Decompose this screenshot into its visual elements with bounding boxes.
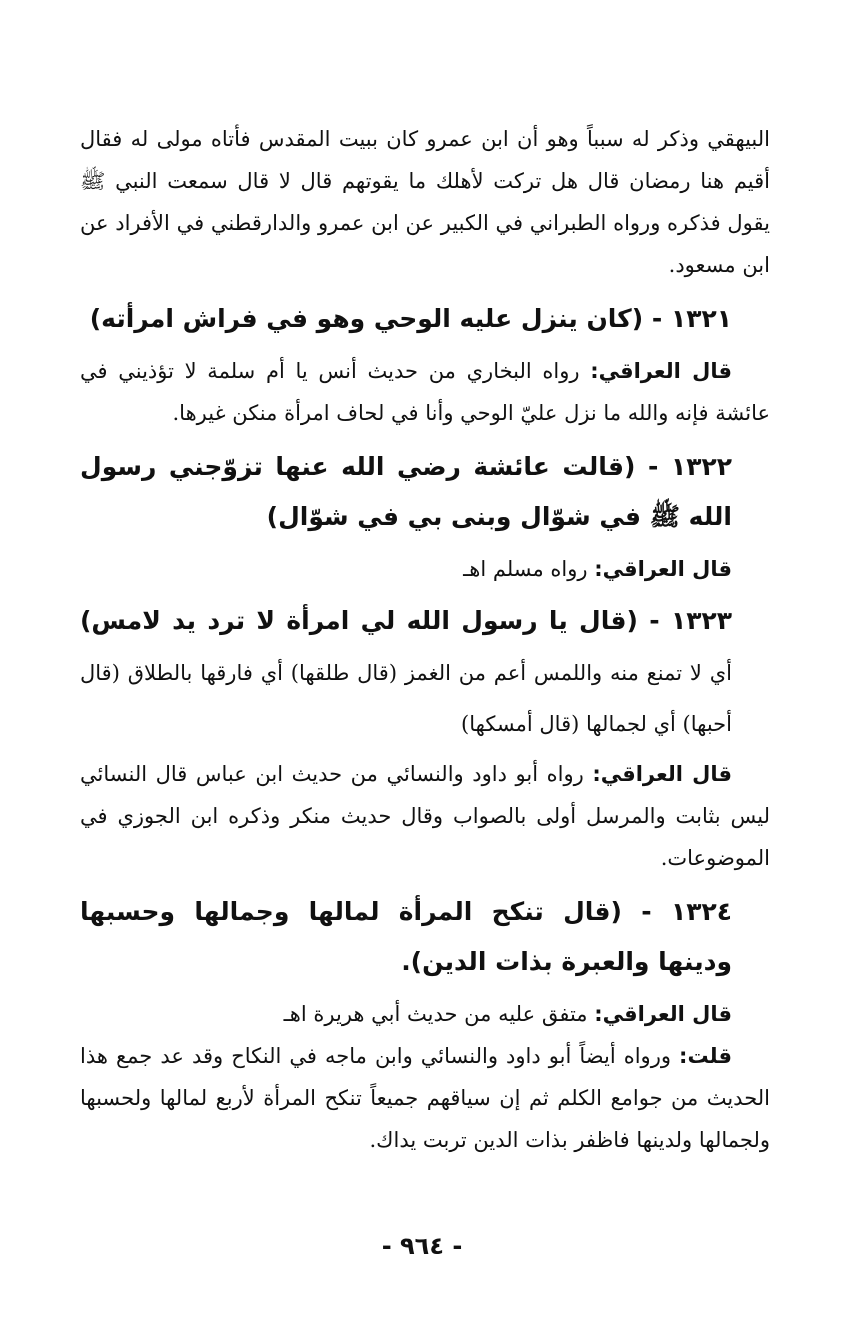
entry-number: ١٣٢٤ - [641, 897, 732, 926]
commentary-text: رواه أبو داود والنسائي من حديث ابن عباس قال النسائي ليس بثابت والمرسل أولى بالصواب وقال حديث منكر وذكره ابن الجوزي في الموضوعات. [80, 762, 770, 870]
commentary-label: قال العراقي: [590, 359, 732, 383]
commentary-label: قال العراقي: [594, 557, 732, 581]
hadith-text: (كان ينزل عليه الوحي وهو في فراش امرأته) [89, 304, 644, 333]
hadith-text: (قال تنكح المرأة لمالها وجمالها وحسبها ودينها والعبرة بذات الدين). [80, 897, 732, 976]
commentary-paragraph [80, 753, 770, 879]
entry-heading [80, 442, 770, 542]
entry-1321 [80, 294, 770, 434]
intro-paragraph: البيهقي وذكر له سبباً وهو أن ابن عمرو كان ببيت المقدس فأتاه مولى له فقال أقيم هنا رمضان قال هل تركت لأهلك ما يقوتهم قال لا قال سمعت النبي ﷺ يقول فذكره ورواه الطبراني في الكبير عن ابن عمرو والدارقطني في الأفراد عن ابن مسعود. [80, 127, 770, 277]
entry-heading [80, 596, 770, 749]
commentary-text: رواه البخاري من حديث أنس يا أم سلمة لا تؤذيني في عائشة فإنه والله ما نزل عليّ الوحي وأنا في لحاف امرأة منكن غيرها. [80, 359, 770, 425]
commentary-paragraph [80, 350, 770, 434]
hadith-explanation: أي لا تمنع منه واللمس أعم من الغمز (قال طلقها) أي فارقها بالطلاق (قال أحبها) أي لجمالها (قال أمسكها) [80, 661, 732, 736]
hadith-text: (قال يا رسول الله لي امرأة لا ترد يد لامس) [80, 606, 638, 635]
author-note-text: ورواه أيضاً أبو داود والنسائي وابن ماجه في النكاح وقد عد جمع هذا الحديث من جوامع الكلم ثم إن سياقهم جميعاً تنكح المرأة لأربع لمالها ولحسبها ولجمالها ولدينها فاظفر بذات الدين تربت يداك. [80, 1044, 770, 1152]
hadith-text: (قالت عائشة رضي الله عنها تزوّجني رسول الله ﷺ في شوّال وبنى بي في شوّال) [80, 452, 732, 531]
page-number: - ٩٦٤ - [381, 1232, 463, 1260]
commentary-label: قال العراقي: [592, 762, 732, 786]
entry-number: ١٣٢٢ - [648, 452, 732, 481]
entry-1323 [80, 596, 770, 879]
entry-heading [80, 294, 770, 344]
commentary-text: رواه مسلم اهـ [463, 557, 595, 581]
commentary-label: قال العراقي: [594, 1002, 732, 1026]
author-note-paragraph [80, 1035, 770, 1161]
entry-heading [80, 887, 770, 987]
entry-1322 [80, 442, 770, 590]
commentary-text: متفق عليه من حديث أبي هريرة اهـ [283, 1002, 595, 1026]
author-note-label: قلت: [679, 1044, 732, 1068]
commentary-paragraph [80, 548, 770, 590]
entry-number: ١٣٢١ - [651, 304, 732, 333]
entry-number: ١٣٢٣ - [649, 606, 732, 635]
commentary-paragraph [80, 993, 770, 1035]
page-body [80, 118, 770, 1161]
entry-1324 [80, 887, 770, 1161]
